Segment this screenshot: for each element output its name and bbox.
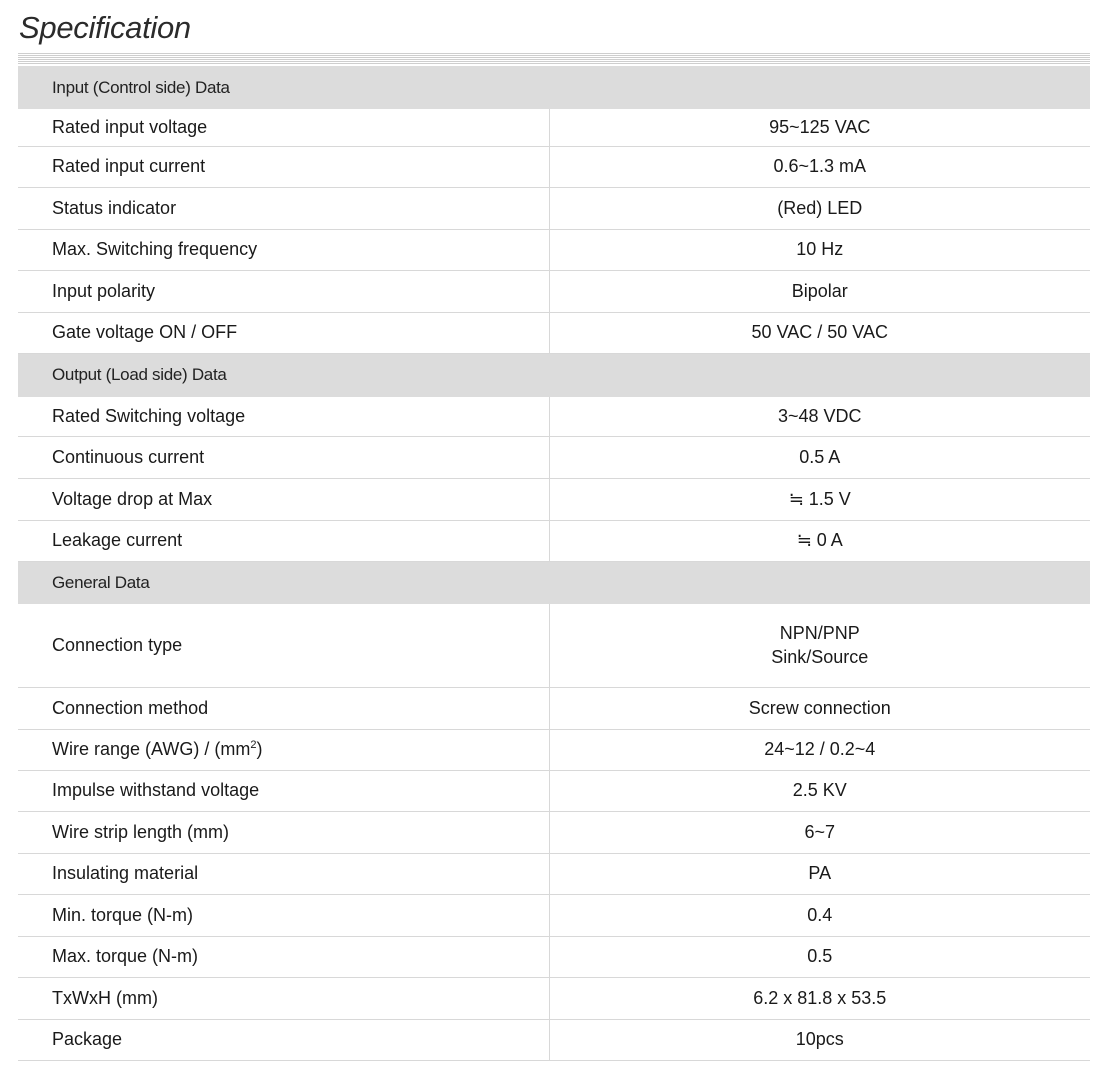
row-value — [549, 604, 1090, 687]
row-value: Screw connection — [549, 687, 1090, 729]
table-row — [18, 1019, 1090, 1060]
title-divider — [18, 53, 1090, 65]
table-row — [18, 312, 1090, 353]
table-row — [18, 853, 1090, 894]
row-value: 95~125 VAC — [549, 109, 1090, 146]
row-value: 10 Hz — [549, 229, 1090, 270]
table-row — [18, 894, 1090, 936]
row-value: 24~12 / 0.2~4 — [549, 729, 1090, 770]
row-label — [18, 729, 549, 770]
row-value: 50 VAC / 50 VAC — [549, 312, 1090, 353]
row-label: Connection method — [18, 687, 549, 729]
table-row — [18, 229, 1090, 270]
row-label: Insulating material — [18, 853, 549, 894]
table-row — [18, 270, 1090, 312]
table-row — [18, 436, 1090, 478]
table-row — [18, 187, 1090, 229]
row-label: Min. torque (N-m) — [18, 894, 549, 936]
row-value: (Red) LED — [549, 187, 1090, 229]
row-value: ≒ 0 A — [549, 520, 1090, 561]
row-label: Package — [18, 1019, 549, 1060]
section-heading: Output (Load side) Data — [18, 353, 1090, 397]
row-value: PA — [549, 853, 1090, 894]
row-label: Voltage drop at Max — [18, 478, 549, 520]
table-row — [18, 977, 1090, 1019]
table-row — [18, 811, 1090, 853]
row-label: TxWxH (mm) — [18, 977, 549, 1019]
section-header-input — [18, 66, 1090, 109]
row-value: 0.5 A — [549, 436, 1090, 478]
section-header-general — [18, 561, 1090, 604]
row-label: Input polarity — [18, 270, 549, 312]
label-text: ) — [256, 739, 263, 759]
row-label: Wire strip length (mm) — [18, 811, 549, 853]
specification-table — [18, 66, 1090, 1061]
table-row — [18, 770, 1090, 811]
table-row — [18, 520, 1090, 561]
table-row — [18, 397, 1090, 436]
row-value: 3~48 VDC — [549, 397, 1090, 436]
row-label: Leakage current — [18, 520, 549, 561]
label-text: Wire range (AWG) / (mm — [52, 739, 251, 759]
table-row — [18, 687, 1090, 729]
row-value: 0.4 — [549, 894, 1090, 936]
value-line: Sink/Source — [771, 647, 869, 668]
row-label: Impulse withstand voltage — [18, 770, 549, 811]
value-line: NPN/PNP — [779, 623, 860, 644]
table-row — [18, 936, 1090, 977]
section-header-output — [18, 353, 1090, 397]
row-label: Gate voltage ON / OFF — [18, 312, 549, 353]
row-label: Rated Switching voltage — [18, 397, 549, 436]
row-label: Max. Switching frequency — [18, 229, 549, 270]
section-heading: General Data — [18, 561, 1090, 604]
row-label: Status indicator — [18, 187, 549, 229]
row-label: Max. torque (N-m) — [18, 936, 549, 977]
row-value: 10pcs — [549, 1019, 1090, 1060]
row-label: Continuous current — [18, 436, 549, 478]
row-value: ≒ 1.5 V — [549, 478, 1090, 520]
table-row — [18, 729, 1090, 770]
row-label: Rated input current — [18, 146, 549, 187]
row-value: Bipolar — [549, 270, 1090, 312]
page-title: Specification — [19, 10, 191, 45]
row-label: Connection type — [18, 604, 549, 687]
table-row — [18, 146, 1090, 187]
section-heading: Input (Control side) Data — [18, 66, 1090, 109]
table-row — [18, 478, 1090, 520]
superscript: 2 — [250, 739, 257, 751]
row-value: 0.5 — [549, 936, 1090, 977]
row-value: 0.6~1.3 mA — [549, 146, 1090, 187]
table-row — [18, 604, 1090, 687]
row-label: Rated input voltage — [18, 109, 549, 146]
row-value: 2.5 KV — [549, 770, 1090, 811]
table-row — [18, 109, 1090, 146]
row-value: 6~7 — [549, 811, 1090, 853]
row-value: 6.2 x 81.8 x 53.5 — [549, 977, 1090, 1019]
